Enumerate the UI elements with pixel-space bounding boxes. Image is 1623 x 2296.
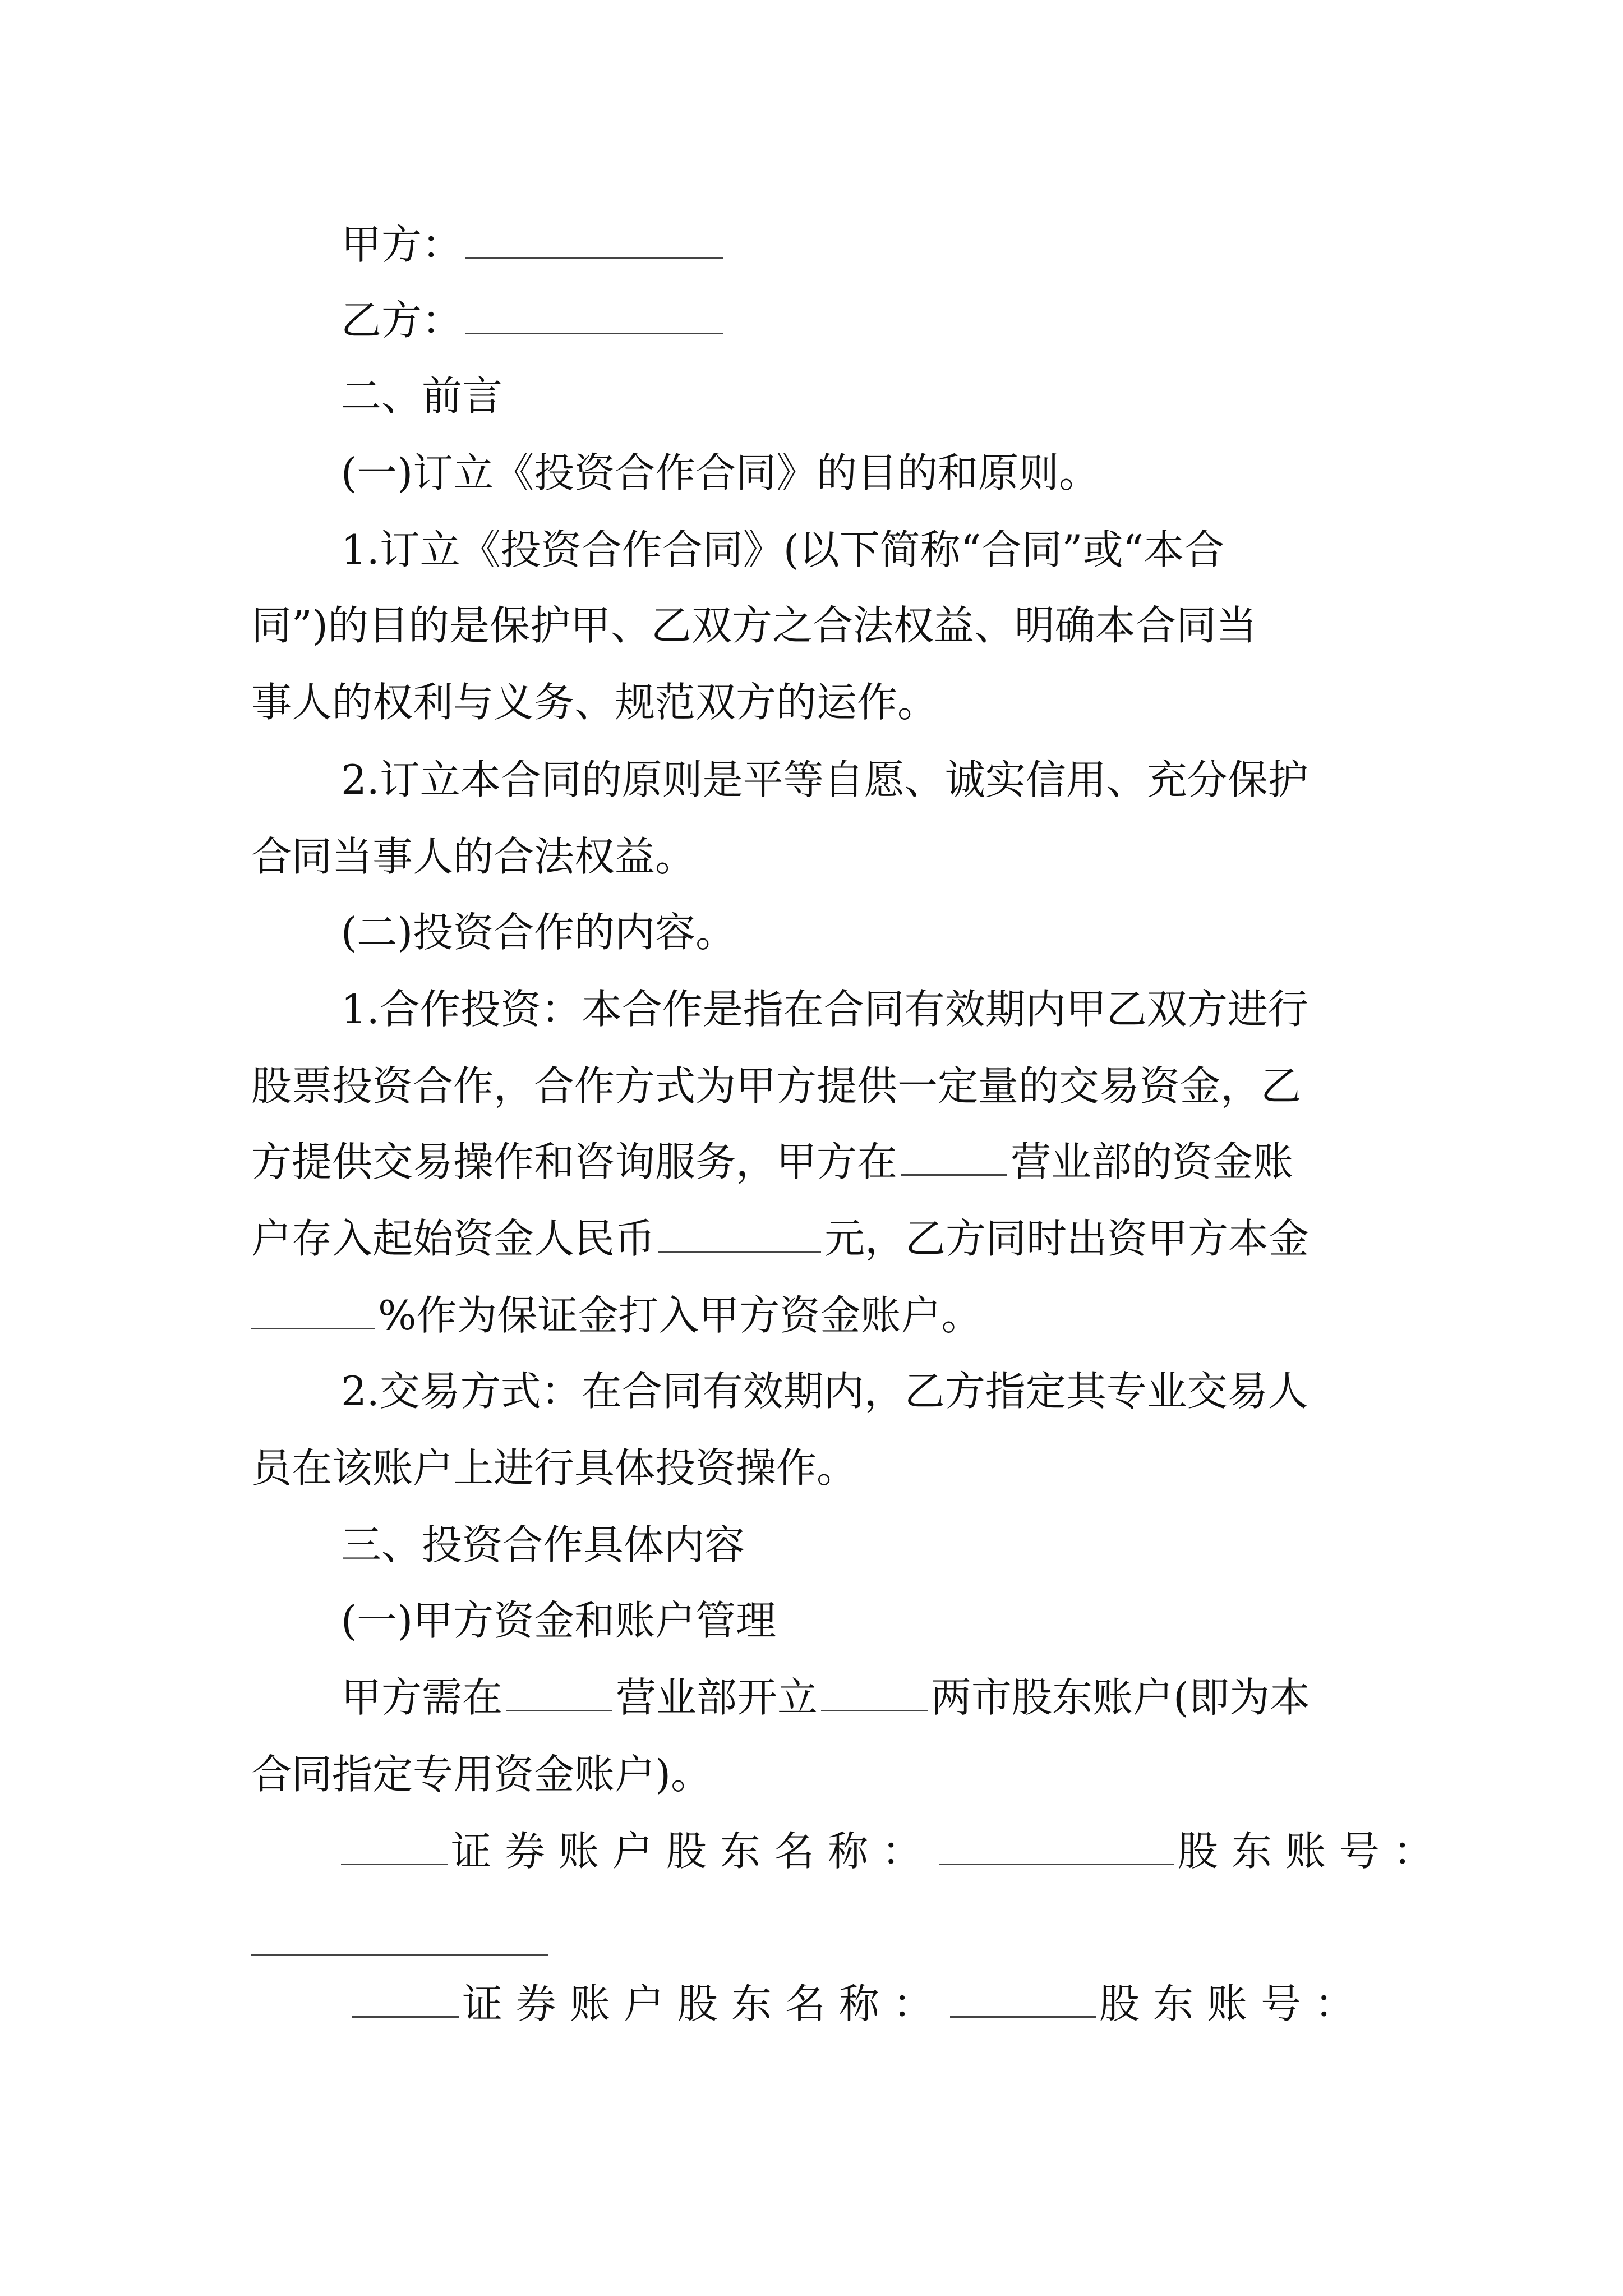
account-line-2 xyxy=(352,1976,1390,2032)
p3-line3 xyxy=(251,1134,1378,1190)
account2-name-label: 证券账户股东名称： xyxy=(462,1980,947,2027)
section3-title: 三、投资合作具体内容 xyxy=(341,1521,745,1568)
s2-1-heading: (一)订立《投资合作合同》的目的和原则。 xyxy=(341,449,1100,496)
p3-line4 xyxy=(251,1211,1378,1267)
p3-line4-text-a: 户存入起始资金人民币 xyxy=(251,1215,656,1262)
market-blank xyxy=(821,1676,928,1711)
account2-prefix-blank xyxy=(352,1982,459,2018)
account1-number-blank xyxy=(251,1954,548,1956)
account1-name-blank xyxy=(939,1830,1174,1865)
party-a-line xyxy=(341,217,1378,273)
p5-line1-text-c: 两市股东账户(即为本 xyxy=(931,1674,1311,1721)
account1-number-label: 股东账号： xyxy=(1178,1828,1447,1875)
p3-line1: 1.合作投资：本合作是指在合同有效期内甲乙双方进行 xyxy=(341,986,1308,1033)
open-department-blank xyxy=(506,1676,612,1711)
p1-line1: 1.订立《投资合作合同》(以下简称“合同”或“本合 xyxy=(341,526,1225,573)
p2-line1: 2.订立本合同的原则是平等自愿、诚实信用、充分保护 xyxy=(341,756,1308,803)
p3-line5 xyxy=(251,1287,1378,1343)
p5-line2: 合同指定专用资金账户)。 xyxy=(251,1751,712,1798)
p5-line1-text-b: 营业部开立 xyxy=(616,1674,818,1721)
party-b-blank xyxy=(465,299,723,334)
p3-line3-text-a: 方提供交易操作和咨询服务，甲方在 xyxy=(251,1138,898,1185)
p4-line2: 员在该账户上进行具体投资操作。 xyxy=(251,1444,857,1492)
p3-line2: 股票投资合作，合作方式为甲方提供一定量的交易资金，乙 xyxy=(251,1062,1302,1110)
p3-line4-text-b: 元，乙方同时出资甲方本金 xyxy=(824,1215,1310,1262)
p4-line1: 2.交易方式：在合同有效期内，乙方指定其专业交易人 xyxy=(341,1368,1308,1415)
department-blank xyxy=(901,1140,1007,1176)
party-a-blank xyxy=(465,223,723,259)
account1-prefix-blank xyxy=(341,1830,448,1865)
account2-number-label: 股东账号： xyxy=(1099,1980,1369,2027)
party-b-line xyxy=(341,292,1378,348)
percent-blank xyxy=(251,1294,375,1329)
party-b-label: 乙方： xyxy=(341,297,463,344)
s2-2-heading: (二)投资合作的内容。 xyxy=(341,909,736,956)
account-line-1 xyxy=(341,1823,1447,1879)
p5-line1-text-a: 甲方需在 xyxy=(341,1674,503,1721)
party-a-label: 甲方： xyxy=(341,221,463,268)
p1-line3: 事人的权利与义务、规范双方的运作。 xyxy=(251,679,938,726)
p3-line3-text-b: 营业部的资金账 xyxy=(1011,1138,1294,1185)
s3-1-heading: (一)甲方资金和账户管理 xyxy=(341,1597,777,1644)
amount-blank xyxy=(658,1217,821,1253)
account2-name-blank xyxy=(950,1982,1096,2018)
section2-title: 二、前言 xyxy=(341,372,503,420)
p2-line2: 合同当事人的合法权益。 xyxy=(251,833,696,880)
p5-line1 xyxy=(341,1669,1378,1726)
account1-name-label: 证券账户股东名称： xyxy=(451,1828,936,1875)
p3-line5-text: %作为保证金打入甲方资金账户。 xyxy=(378,1292,982,1339)
p1-line2: 同”)的目的是保护甲、乙双方之合法权益、明确本合同当 xyxy=(251,602,1257,649)
